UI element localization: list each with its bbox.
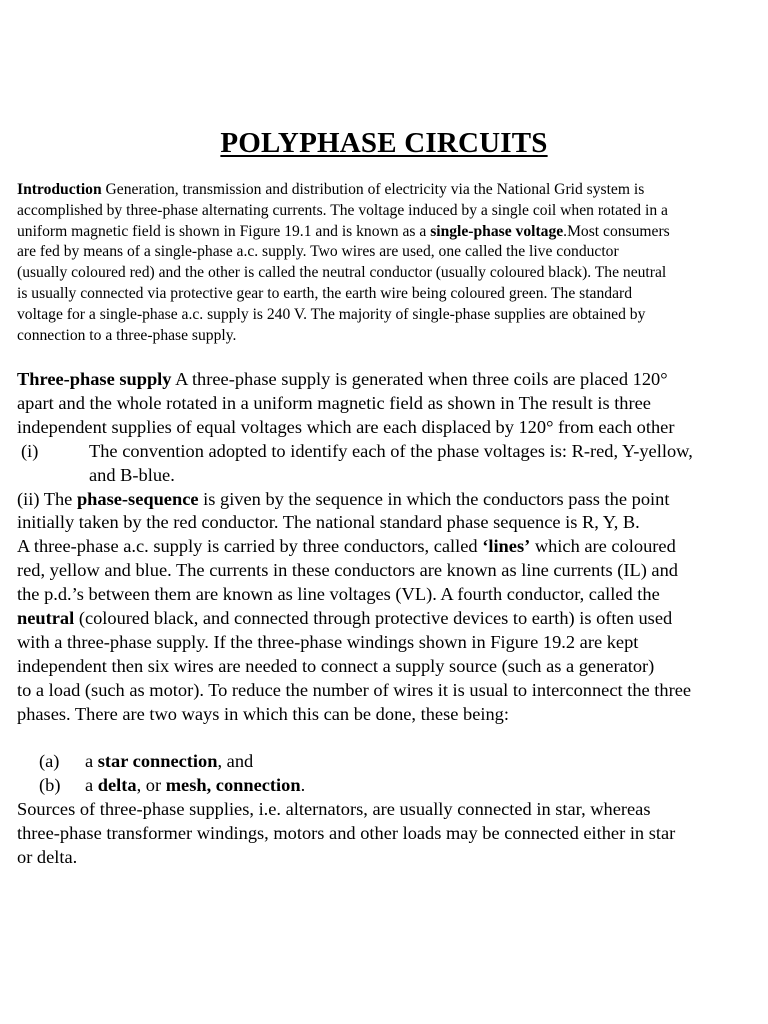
star-connection-term: star connection [97,751,218,772]
three-phase-line-2: apart and the whole rotated in a uniform magnetic field as shown in The result is three [17,392,651,413]
three-phase-line-14: independent then six wires are needed to connect a supply source (such as a generator) [17,655,655,676]
list-item-ii: (ii) The phase-sequence is given by the sequence in which the conductors pass the point [17,488,670,509]
single-phase-voltage-term: single-phase voltage [430,222,564,240]
list-marker-b: (b) [39,775,61,796]
three-phase-line-13: with a three-phase supply. If the three-phase windings shown in Figure 19.2 are kept [17,631,639,652]
three-phase-line-15: to a load (such as motor). To reduce the number of wires it is usual to interconnect the three [17,679,692,700]
three-phase-line-16: phases. There are two ways in which this can be done, these being: [17,703,509,724]
list-item-i-continuation: and B-blue. [89,464,175,485]
intro-line-1: Introduction Generation, transmission and distribution of electricity via the National Grid system is [17,181,645,198]
list-item-i: (i) The convention adopted to identify each of the phase voltages is: R-red, Y-yellow, [17,440,762,464]
three-phase-line-11: the p.d.’s between them are known as line voltages (VL). A fourth conductor, called the [17,584,660,605]
three-phase-line-19: Sources of three-phase supplies, i.e. alternators, are usually connected in star, whereas [17,799,651,820]
intro-line-4: are fed by means of a single-phase a.c. supply. Two wires are used, one called the live conductor [17,243,619,261]
three-phase-line-9: A three-phase a.c. supply is carried by three conductors, called ‘lines’ which are coloured [17,536,676,557]
lines-term: ‘lines’ [482,536,531,557]
intro-heading: Introduction [17,181,102,198]
three-phase-line-1: Three-phase supply A three-phase supply is generated when three coils are placed 120° [17,369,668,389]
three-phase-line-12: neutral (coloured black, and connected through protective devices to earth) is often used [17,608,673,629]
three-phase-line-20: three-phase transformer windings, motors and other loads may be connected either in star [17,823,676,844]
three-phase-line-3: independent supplies of equal voltages which are each displaced by 120° from each other [17,416,675,437]
delta-term: delta [97,775,137,796]
intro-line-2: accomplished by three-phase alternating currents. The voltage induced by a single coil when rotated in a [17,201,668,219]
intro-line-8: connection to a three-phase supply. [17,326,237,344]
intro-line-5: (usually coloured red) and the other is called the neutral conductor (usually coloured black). The neutral [17,264,667,282]
list-item-b: (b) a delta, or mesh, connection. [17,774,762,798]
intro-line-6: is usually connected via protective gear to earth, the earth wire being coloured green. The standard [17,284,632,302]
list-marker-a: (a) [39,751,60,772]
three-phase-line-8: initially taken by the red conductor. The national standard phase sequence is R, Y, B. [17,512,640,533]
blank-line [17,727,762,751]
list-marker-i: (i) [21,440,39,461]
neutral-term: neutral [17,608,75,629]
intro-line-7: voltage for a single-phase a.c. supply is 240 V. The majority of single-phase supplies are obtained by [17,305,646,323]
three-phase-supply-section [17,368,762,870]
three-phase-line-21: or delta. [17,847,78,868]
three-phase-heading: Three-phase supply [17,369,172,389]
list-item-a: (a) a star connection, and [17,750,762,774]
introduction-paragraph [17,180,757,346]
page-title: POLYPHASE CIRCUITS [220,127,548,159]
three-phase-line-10: red, yellow and blue. The currents in these conductors are known as line currents (IL) and [17,560,678,581]
mesh-connection-term: mesh, connection [165,775,301,796]
intro-line-3: uniform magnetic field is shown in Figure 19.1 and is known as a single-phase voltage.Most consumers [17,222,670,240]
phase-sequence-term: phase-sequence [76,488,199,509]
